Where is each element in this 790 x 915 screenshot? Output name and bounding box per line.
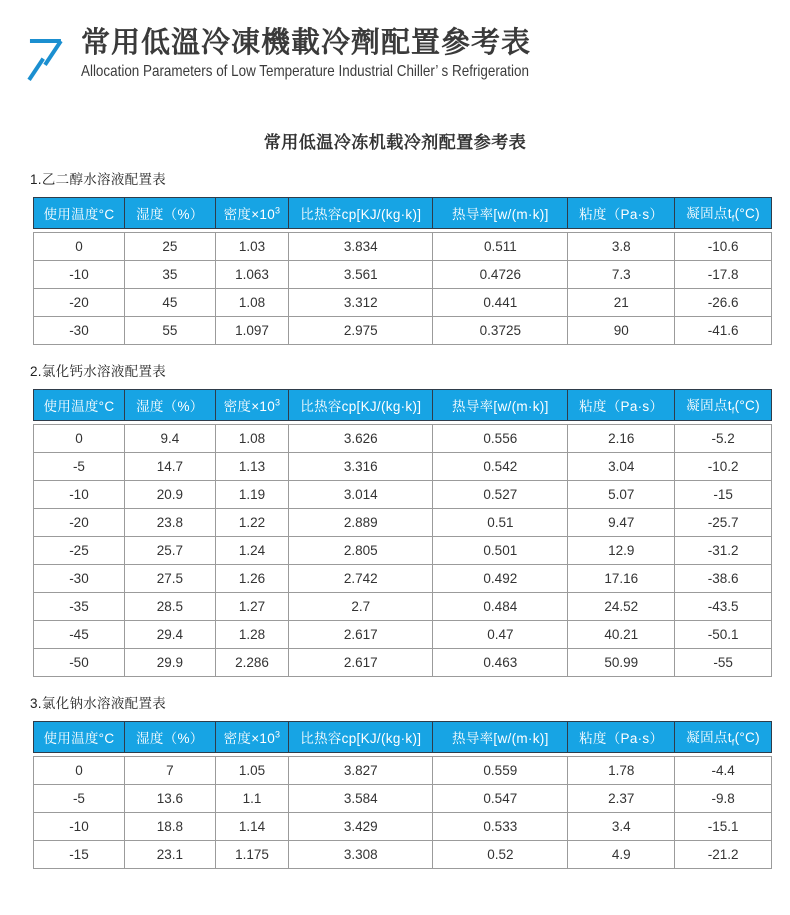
table-row <box>33 453 772 481</box>
table-row <box>33 649 772 677</box>
column-header: 粘度（Pa·s） <box>568 197 675 229</box>
table-cell: 3.584 <box>289 785 433 813</box>
column-header: 凝固点$t_f(^\circ C)$ <box>675 197 772 229</box>
header-row <box>33 197 772 229</box>
table-cell: -26.6 <box>675 289 772 317</box>
table-cell: 1.78 <box>568 756 675 785</box>
table-cell: 27.5 <box>125 565 216 593</box>
table-cell: 1.175 <box>216 841 289 869</box>
table-cell: 0.492 <box>433 565 568 593</box>
table-calcium-chloride <box>33 389 772 677</box>
table-cell: 1.26 <box>216 565 289 593</box>
table-cell: 3.429 <box>289 813 433 841</box>
column-header: 使用温度°C <box>33 721 125 753</box>
table-cell: 7 <box>125 756 216 785</box>
column-header: 热导率[w/(m·k)] <box>433 721 568 753</box>
table-cell: 29.9 <box>125 649 216 677</box>
column-header: 凝固点$t_f(^\circ C)$ <box>675 721 772 753</box>
table-cell: 1.22 <box>216 509 289 537</box>
table-cell: -15 <box>33 841 125 869</box>
table-cell: 1.063 <box>216 261 289 289</box>
table-cell: 0.52 <box>433 841 568 869</box>
table-cell: 7.3 <box>568 261 675 289</box>
table-cell: 90 <box>568 317 675 345</box>
table-cell: -10.2 <box>675 453 772 481</box>
table-cell: 2.37 <box>568 785 675 813</box>
table-cell: -45 <box>33 621 125 649</box>
brand-title: 常用低溫冷凍機載冷劑配置參考表 <box>81 27 532 59</box>
table-row <box>33 841 772 869</box>
table-cell: 1.097 <box>216 317 289 345</box>
table-cell: -5 <box>33 453 125 481</box>
table-cell: 2.889 <box>289 509 433 537</box>
table-cell: -15.1 <box>675 813 772 841</box>
table-row <box>33 424 772 453</box>
table-cell: 3.014 <box>289 481 433 509</box>
table-cell: 25 <box>125 232 216 261</box>
table-row <box>33 813 772 841</box>
table-cell: -30 <box>33 317 125 345</box>
table-cell: 2.975 <box>289 317 433 345</box>
table-row <box>33 621 772 649</box>
table-cell: -17.8 <box>675 261 772 289</box>
table-glycol <box>33 197 772 345</box>
table-cell: 28.5 <box>125 593 216 621</box>
table-cell: 14.7 <box>125 453 216 481</box>
column-header: 使用温度°C <box>33 389 125 421</box>
column-header: 粘度（Pa·s） <box>568 721 675 753</box>
column-header: 湿度（%） <box>125 197 216 229</box>
column-header: 凝固点$t_f(^\circ C)$ <box>675 389 772 421</box>
table-cell: 3.04 <box>568 453 675 481</box>
table-cell: 3.626 <box>289 424 433 453</box>
section-calcium-chloride <box>30 345 772 677</box>
table-cell: 0.542 <box>433 453 568 481</box>
table-cell: -9.8 <box>675 785 772 813</box>
column-header: 密度$\times 10^3$ <box>216 721 289 753</box>
table-cell: -38.6 <box>675 565 772 593</box>
table-cell: 50.99 <box>568 649 675 677</box>
table-cell: 1.1 <box>216 785 289 813</box>
table-cell: -43.5 <box>675 593 772 621</box>
table-cell: 1.14 <box>216 813 289 841</box>
table-cell: -10 <box>33 261 125 289</box>
table-cell: 3.308 <box>289 841 433 869</box>
section-label: 3.氯化钠水溶液配置表 <box>30 696 167 711</box>
table-cell: 4.9 <box>568 841 675 869</box>
column-header: 密度$\times 10^3$ <box>216 197 289 229</box>
brand-text-block <box>81 27 614 81</box>
section-label: 1.乙二醇水溶液配置表 <box>30 172 167 187</box>
table-cell: -4.4 <box>675 756 772 785</box>
table-cell: 3.4 <box>568 813 675 841</box>
column-header: 湿度（%） <box>125 721 216 753</box>
table-cell: -20 <box>33 289 125 317</box>
table-cell: -10 <box>33 813 125 841</box>
header-row <box>33 389 772 421</box>
table-cell: 2.16 <box>568 424 675 453</box>
table-cell: 0.556 <box>433 424 568 453</box>
arrow-up-right-icon <box>22 29 68 83</box>
table-cell: 1.28 <box>216 621 289 649</box>
table-cell: -5.2 <box>675 424 772 453</box>
table-cell: 25.7 <box>125 537 216 565</box>
table-row <box>33 785 772 813</box>
table-cell: 1.19 <box>216 481 289 509</box>
document-page <box>0 27 790 915</box>
table-cell: 2.617 <box>289 649 433 677</box>
column-header: 比热容cp[KJ/(kg·k)] <box>289 389 433 421</box>
table-cell: 24.52 <box>568 593 675 621</box>
table-row <box>33 565 772 593</box>
table-row <box>33 481 772 509</box>
table-cell: 0 <box>33 424 125 453</box>
section-glycol <box>30 153 772 345</box>
table-cell: 3.312 <box>289 289 433 317</box>
table-cell: 2.7 <box>289 593 433 621</box>
section-label: 2.氯化钙水溶液配置表 <box>30 364 167 379</box>
table-row <box>33 232 772 261</box>
table-sodium-chloride <box>33 721 772 869</box>
table-cell: 0.511 <box>433 232 568 261</box>
table-row <box>33 289 772 317</box>
column-header: 密度$\times 10^3$ <box>216 389 289 421</box>
table-cell: 1.27 <box>216 593 289 621</box>
table-cell: 55 <box>125 317 216 345</box>
table-cell: -55 <box>675 649 772 677</box>
table-cell: -30 <box>33 565 125 593</box>
table-cell: 13.6 <box>125 785 216 813</box>
table-cell: 0.559 <box>433 756 568 785</box>
table-cell: 1.13 <box>216 453 289 481</box>
table-cell: 3.561 <box>289 261 433 289</box>
table-cell: 1.24 <box>216 537 289 565</box>
table-cell: 35 <box>125 261 216 289</box>
table-row <box>33 756 772 785</box>
table-cell: 3.8 <box>568 232 675 261</box>
table-cell: 23.1 <box>125 841 216 869</box>
column-header: 比热容cp[KJ/(kg·k)] <box>289 197 433 229</box>
brand-header <box>22 27 790 83</box>
table-cell: 0.463 <box>433 649 568 677</box>
column-header: 粘度（Pa·s） <box>568 389 675 421</box>
table-cell: 2.805 <box>289 537 433 565</box>
table-cell: 2.617 <box>289 621 433 649</box>
table-cell: 0.484 <box>433 593 568 621</box>
brand-subtitle: Allocation Parameters of Low Temperature Industrial Chiller’ s Refrigeration <box>81 63 529 81</box>
table-cell: 1.03 <box>216 232 289 261</box>
table-cell: 20.9 <box>125 481 216 509</box>
column-header: 热导率[w/(m·k)] <box>433 389 568 421</box>
table-cell: 1.05 <box>216 756 289 785</box>
table-cell: 0.441 <box>433 289 568 317</box>
table-cell: 0.501 <box>433 537 568 565</box>
table-cell: 40.21 <box>568 621 675 649</box>
table-cell: 0.3725 <box>433 317 568 345</box>
table-cell: 29.4 <box>125 621 216 649</box>
table-cell: 0.47 <box>433 621 568 649</box>
table-cell: 21 <box>568 289 675 317</box>
table-cell: -10 <box>33 481 125 509</box>
table-row <box>33 509 772 537</box>
table-cell: 0.533 <box>433 813 568 841</box>
table-cell: 0.4726 <box>433 261 568 289</box>
column-header: 湿度（%） <box>125 389 216 421</box>
table-cell: 3.827 <box>289 756 433 785</box>
table-cell: -21.2 <box>675 841 772 869</box>
table-cell: -25 <box>33 537 125 565</box>
table-cell: 45 <box>125 289 216 317</box>
table-cell: 1.08 <box>216 424 289 453</box>
table-cell: 17.16 <box>568 565 675 593</box>
table-cell: -50 <box>33 649 125 677</box>
table-cell: -10.6 <box>675 232 772 261</box>
column-header: 热导率[w/(m·k)] <box>433 197 568 229</box>
table-cell: -20 <box>33 509 125 537</box>
table-cell: -15 <box>675 481 772 509</box>
table-cell: 1.08 <box>216 289 289 317</box>
table-cell: 0.527 <box>433 481 568 509</box>
table-cell: 3.834 <box>289 232 433 261</box>
table-cell: 0.547 <box>433 785 568 813</box>
column-header: 比热容cp[KJ/(kg·k)] <box>289 721 433 753</box>
table-cell: 18.8 <box>125 813 216 841</box>
header-row <box>33 721 772 753</box>
table-cell: 0 <box>33 756 125 785</box>
table-cell: -25.7 <box>675 509 772 537</box>
table-cell: 2.286 <box>216 649 289 677</box>
table-cell: 12.9 <box>568 537 675 565</box>
table-cell: 3.316 <box>289 453 433 481</box>
table-row <box>33 593 772 621</box>
table-cell: 23.8 <box>125 509 216 537</box>
table-cell: 0.51 <box>433 509 568 537</box>
table-cell: 9.47 <box>568 509 675 537</box>
table-cell: 5.07 <box>568 481 675 509</box>
table-row <box>33 317 772 345</box>
column-header: 使用温度°C <box>33 197 125 229</box>
table-row <box>33 261 772 289</box>
table-cell: -41.6 <box>675 317 772 345</box>
table-cell: 9.4 <box>125 424 216 453</box>
table-cell: -50.1 <box>675 621 772 649</box>
table-cell: 2.742 <box>289 565 433 593</box>
table-cell: -35 <box>33 593 125 621</box>
table-cell: 0 <box>33 232 125 261</box>
section-sodium-chloride <box>30 677 772 869</box>
table-row <box>33 537 772 565</box>
table-cell: -5 <box>33 785 125 813</box>
document-title: 常用低温冷冻机载冷剂配置参考表 <box>263 133 527 152</box>
table-cell: -31.2 <box>675 537 772 565</box>
